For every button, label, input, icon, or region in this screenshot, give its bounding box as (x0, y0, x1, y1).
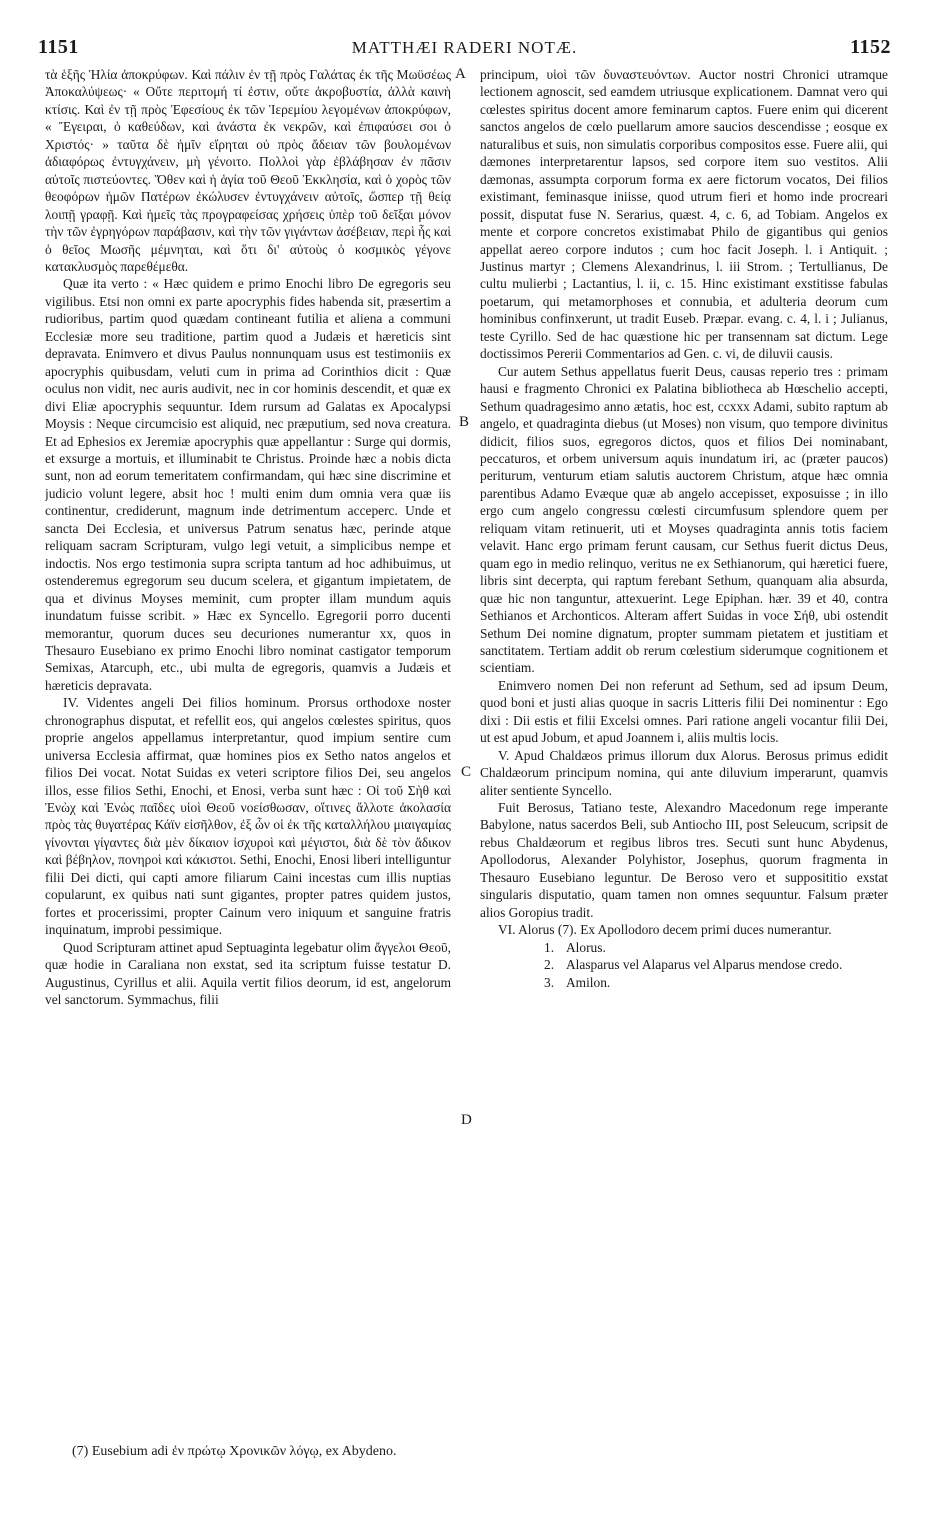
greek-passage: τὰ ἑξῆς Ἡλία ἀποκρύφων. Καὶ πάλιν ἐν τῇ πρὸς Γαλάτας ἐκ τῆς Μωϋσέως Ἀποκαλύψεως· « Οὔτε περιτομή τί ἐστιν, οὔτε ἀκροβυστία, ἀλλὰ καινὴ κτίσις. Καὶ ἐν τῇ πρὸς Ἐφεσίους ἐκ τῶν Ἱερεμίου λεγομένων ἀποκρύφων, « Ἔγειραι, ὁ καθεύδων, καὶ ἀνάστα ἐκ νεκρῶν, καὶ ἐπιφαύσει σοι ὁ Χριστός· » ταῦτα δὲ ἡμῖν εἴρηται οὐ πρὸς ἄδειαν τῶν βουλομένων ἀδιαφόρως ἐντυγχάνειν, μὴ γένοιτο. Πολλοὶ γὰρ ἐβλάβησαν ἐν πᾶσιν αὐτοῖς πιστεύοντες. Ὅθεν καὶ ἡ ἁγία τοῦ Θεοῦ Ἐκκλησία, καὶ ὁ χορὸς τῶν θεοφόρων ἡμῶν Πατέρων ἐκώλυσεν ἐντυγχάνειν αὐτοῖς, ὥσπερ τῇ θείᾳ λοιπῇ γραφῇ. Καὶ ἡμεῖς τὰς προγραφείσας χρήσεις ὑπὲρ τοῦ δεῖξαι μόνον τὴν τῶν ἐγρηγόρων παράβασιν, καὶ τὴν τῶν γιγάντων ἀσέβειαν, περὶ ἧς καὶ ὁ θεῖος Μωσῆς μέμνηται, καὶ ὅτι δι' αὐτοὺς ὁ κοσμικὸς γέγονε κατακλυσμὸς παρεθέμεθα. (45, 67, 451, 274)
page-header (38, 36, 891, 64)
principum-paragraph: principum, υἱοὶ τῶν δυναστευόντων. Auctor nostri Chronici utramque lectionem agnoscit, sed eamdem utriusque explicationem. Damnat vero qui cœlestes spiritus docent amore feminarum captos. Fuere enim qui dicerent sanctos angelos de cœlo puellarum amore saucios descendisse ; eosque ex naturalibus et suis, non simulatis corporibus compositos esse. Fuere alii, qui dæmones interpretarentur lapsos, sed corpore item suo vestitos. Alii dæmonas, assumpta corporum forma ex aere fictorum vocatos, Dei filios existimant, feminasque iniisse, quod utrum fieri et homo inde procreari possit, disputat fuse N. Serarius, quæst. 4, c. 6, ad Tobiam. Angelos ex mente et corpore concretos existimabat Philo de gigantibus qui genios appellat aereo corpore indutos ; cum hoc facit Joseph. l. i Antiquit. ; Justinus martyr ; Clemens Alexandrinus, l. iii Strom. ; Tertullianus, De cultu mulierbi ; Lactantius, l. ii, c. 15. Hinc existimant exstitisse fabulas poetarum, qui metamorphoses et connubia, et adulteria deorum cum hominibus confinxerunt, ut tradit Euseb. Præpar. evang. c. 4, l. i ; Julianus, teste Cyrillo. Sed de hac quæstione hic per transennam sat dictum. Lege doctissimos Pererii Commentarios ad Gen. c. vi, de diluvii causis. (480, 67, 888, 362)
footnote: (7) Eusebium adi ἐν πρώτῳ Χρονικῶν λόγῳ, ex Abydeno. (72, 1444, 397, 1459)
note-vi-paragraph: VI. Alorus (7). Ex Apollodoro decem primi duces numerantur. (498, 922, 832, 938)
running-title: MATTHÆI RADERI NOTÆ. (351, 38, 578, 57)
list-item: 3. Amilon. (544, 974, 611, 990)
sethus-deus-paragraph: Cur autem Sethus appellatus fuerit Deus, causas reperio tres : primam hausi e fragmento Chronici ex Palatina bibliotheca ab Hœschelio accepti, Sethum quadragesimo anno ætatis, hoc est, ccxxx Adami, subito raptum ab angelo, et quadraginta diebus (ut Moses) non visum, quo tempore divinitus didicit, filios suos, egregoros dictos, quos et filios Dei nominabant, peccaturos, et orbem universum aquis inundatum iri, ac (præter paucos) periturum, venturum etiam salutis auctorem Christum, atque hæc omnia parentibus Adamo Evæque quæ ab angelo accepisset, exposuisse ; in illo ergo cum angelo congressu cœlesti circumfusum splendore quem per reliquam vitam retinuerit, uti et Moyses quadraginta annis totis faciem velavit. Hanc ergo primam ferunt causam, cur Sethus fuerit dictus Deus, quam ego in medio relinquo, veritus ne ex Sethianorum, qui hæretici fuere, libris sint decerpta, qui raptum ferebant Sethum, quanquam alia absurda, quæ hic non tanguntur, attexuerint. Lege Epiphan. hær. 39 et 40, contra Sethianos et Archonticos. Alteram affert Suidas in voce Σήθ, ubi ostendit Sethum Dei nomine dignatum, propter summam pietatem et justitiam et sanctitatem. Tertiam addit ob rerum cœlestium siderumque cognitionem et scientiam. (480, 363, 888, 676)
nomen-dei-paragraph: Enimvero nomen Dei non referunt ad Sethum, sed ad ipsum Deum, quod boni et justi alias quoque in sacris Litteris filii Dei nominentur : Ego dixi : Dii estis et filii Excelsi omnes. Pari ratione angeli vocantur filii Dei, ut est apud Jobum, et apud Joannem i, aliis multis locis. (480, 677, 888, 746)
septuagint-paragraph: Quod Scripturam attinet apud Septuaginta legebatur olim ἄγγελοι Θεοῦ, quæ hodie in Caraliana non exstat, sed ita scriptum fuisse testatur D. Augustinus, Cyrillus et alii. Aquila vertit filios deorum, id est, angelorum vel sanctorum. Symmachus, filii (45, 939, 451, 1008)
note-iv-paragraph: IV. Videntes angeli Dei filios hominum. Prorsus orthodoxe noster chronographus disputat, et refellit eos, qui angelos cœlestes spiritus, quos proprie angelos appellamus interpretantur, quod impium sentire cum universa Ecclesia affirmat, quæ homines pios ex Setho natos angelos et filios Dei vocat. Notat Suidas ex veteri scriptore filios Dei, seu angelos illos, esse filios Sethi, Enochi, et Enosi, verba sunt hæc : Οἱ τοῦ Σὴθ καὶ Ἐνὼχ καὶ Ἐνὼς παῖδες υἱοὶ Θεοῦ νοείσθωσαν, οἵτινες ἄλλοτε ἀκολασία πρὸς τὰς θυγατέρας Κάϊν εἰσῆλθον, ἐξ ὧν οἱ ἐκ τῆς καταλλήλου μιαιγαμίας γίνονται γίγαντες διὰ μὲν δίκαιον ἰσχυροὶ καὶ μέγιστοι, διὰ δὲ τὸν ἄδικον καὶ βέβηλον, πονηροὶ καὶ κάκιστοι. Sethi, Enochi, Enosi liberi intelliguntur filii Dei dicti, qui capti amore filiarum Caini incestas cum illis nuptias copularunt, ex quibus nati sunt gigantes, propter patres quidem justos, fortes et procerissimi, propter Cainum vero iniquum et sanguine fratris inquinatum, improbi pessimique. (45, 695, 451, 938)
note-v-paragraph: V. Apud Chaldæos primus illorum dux Alorus. Berosus primus edidit Chaldæorum principum nomina, qui ante diluvium imperarunt, quamvis aliter sentiente Syncello. (480, 747, 888, 798)
margin-letter-d: D (461, 1112, 472, 1128)
margin-letter-c: C (461, 764, 472, 780)
margin-letter-b: B (459, 414, 470, 430)
page-number-left: 1151 (38, 36, 79, 58)
kings-list (544, 939, 888, 991)
left-column (45, 66, 451, 1436)
list-item: 1. Alorus. (544, 939, 606, 955)
list-item: 2. Alasparus vel Alaparus vel Alparus mendose credo. (544, 957, 843, 973)
right-column (480, 66, 888, 1436)
latin-translation-paragraph: Quæ ita verto : « Hæc quidem e primo Enochi libro De egregoris seu vigilibus. Etsi non omni ex parte apocryphis fides habenda sit, præsertim a rudioribus, partim quod quædam contineant futilia et aliena a communi Ecclesiæ more seu traditione, partim quod a Judæis et hæreticis sint depravata. Enimvero et divus Paulus nonnunquam usus est testimoniis ex apocryphis quibusdam, veluti cum in prima ad Corinthios dicit : Quæ oculus non vidit, nec auris audivit, nec in cor hominis descendit, et quæ ex divi Eliæ apocryphis sequuntur. Idem rursum ad Galatas ex Apocalypsi Moysis : Neque circumcisio est aliquid, nec præputium, sed nova creatura. Et ad Ephesios ex Jeremiæ apocryphis quæ appellantur : Surge qui dormis, et exsurge a mortuis, et illuminabit te Christus. Proinde hæc a nobis dicta sunt, non ad eorum temeritatem confirmandam, qui hæc sine discrimine et judicio volunt legere, absit hoc ! multi enim dum omnia vera quæ iis continentur, crediderunt, magnum inde detrimentum acceperc. Unde et sancta Dei Ecclesia, et universus Patrum senatus hæc, perinde atque reliquam sacram Scripturam, vulgo legi vetuit, a simplicibus nempe et indoctis. Nos ergo testimonia supra scripta tantum ad hoc adhibuimus, ut ostenderemus egregorum seu ducum scelera, et gigantum impietatem, de qua et divinus Moyses meminit, cum propter illam mundum aquis inundatum fuisse scribit. » Hæc ex Syncello. Egregorii porro ducenti memorantur, quorum duces seu decuriones numerantur xx, quos in Thesauro Eusebiano ex primo Enochi libro nominat castigator temporum Semixas, Atarcuph, etc., ubi multa de egregoris, quamvis a Judæis et hæreticis depravata. (45, 276, 451, 693)
page-number-right: 1152 (850, 36, 891, 58)
berosus-paragraph: Fuit Berosus, Tatiano teste, Alexandro Macedonum rege imperante Babylone, natus sacerdos Beli, sub Antiocho III, post Seleucum, scripsit de rebus Chaldæorum et regibus libros tres. Secuti sunt hunc Abydenus, Apollodorus, Alexander Polyhistor, Josephus, quorum fragmenta in Thesauro Eusebiano leguntur. De Beroso vero et supposititio exstat singularis disputatio, quam tamen non omnes sequuntur. Falsum præter alios Goropius tradit. (480, 800, 888, 920)
margin-letter-a: A (455, 66, 466, 82)
